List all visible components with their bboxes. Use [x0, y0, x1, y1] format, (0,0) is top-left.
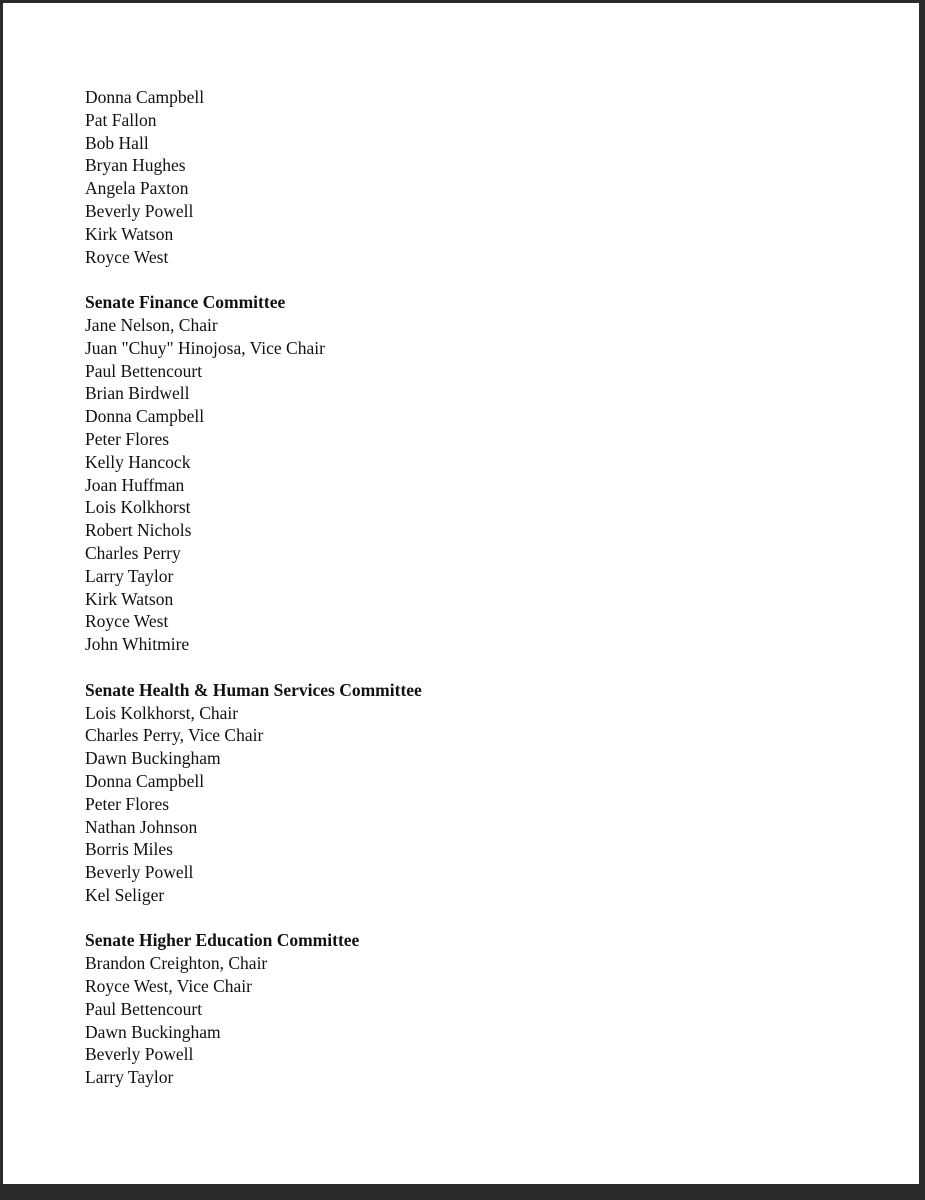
committee-heading: Senate Health & Human Services Committee: [85, 679, 422, 700]
member-name: Lois Kolkhorst, Chair: [85, 702, 239, 723]
member-name: Larry Taylor: [85, 1067, 174, 1088]
committee-heading: Senate Finance Committee: [85, 292, 286, 313]
section-spacer: [85, 268, 885, 291]
member-name: Lois Kolkhorst: [85, 497, 191, 518]
member-name: Dawn Buckingham: [85, 1021, 221, 1042]
member-name: Beverly Powell: [85, 200, 194, 221]
member-name: Donna Campbell: [85, 406, 205, 427]
member-name: Juan "Chuy" Hinojosa, Vice Chair: [85, 337, 325, 358]
member-name: Nathan Johnson: [85, 816, 198, 837]
member-name: Kirk Watson: [85, 223, 174, 244]
member-name: Robert Nichols: [85, 520, 192, 541]
member-name: Donna Campbell: [85, 87, 205, 107]
member-name: Royce West: [85, 611, 169, 632]
member-name: Angela Paxton: [85, 178, 189, 199]
member-name: Borris Miles: [85, 839, 173, 860]
member-name: Royce West: [85, 246, 169, 267]
top-member-list: [85, 86, 885, 268]
member-name: Larry Taylor: [85, 565, 174, 586]
member-name: Kelly Hancock: [85, 451, 191, 472]
member-name: John Whitmire: [85, 634, 190, 655]
member-name: Donna Campbell: [85, 770, 205, 791]
document-content: [85, 86, 885, 1089]
member-name: Beverly Powell: [85, 862, 194, 883]
higher-education-committee-section: [85, 929, 885, 1089]
member-name: Peter Flores: [85, 428, 170, 449]
section-spacer: [85, 907, 885, 930]
member-name: Brian Birdwell: [85, 383, 190, 404]
health-human-services-committee-section: [85, 679, 885, 907]
member-name: Bob Hall: [85, 132, 149, 153]
section-spacer: [85, 656, 885, 679]
member-name: Royce West, Vice Chair: [85, 976, 252, 997]
member-name: Paul Bettencourt: [85, 998, 203, 1019]
member-name: Dawn Buckingham: [85, 748, 221, 769]
member-name: Charles Perry: [85, 542, 181, 563]
committee-heading: Senate Higher Education Committee: [85, 930, 360, 951]
member-name: Paul Bettencourt: [85, 360, 203, 381]
member-name: Kirk Watson: [85, 588, 174, 609]
document-page: [3, 3, 919, 1184]
member-name: Charles Perry, Vice Chair: [85, 725, 264, 746]
member-name: Kel Seliger: [85, 884, 165, 905]
member-name: Beverly Powell: [85, 1044, 194, 1065]
member-name: Jane Nelson, Chair: [85, 314, 218, 335]
member-name: Bryan Hughes: [85, 155, 186, 176]
member-name: Pat Fallon: [85, 109, 157, 130]
member-name: Brandon Creighton, Chair: [85, 953, 268, 974]
member-name: Joan Huffman: [85, 474, 185, 495]
member-name: Peter Flores: [85, 793, 170, 814]
finance-committee-section: [85, 291, 885, 656]
